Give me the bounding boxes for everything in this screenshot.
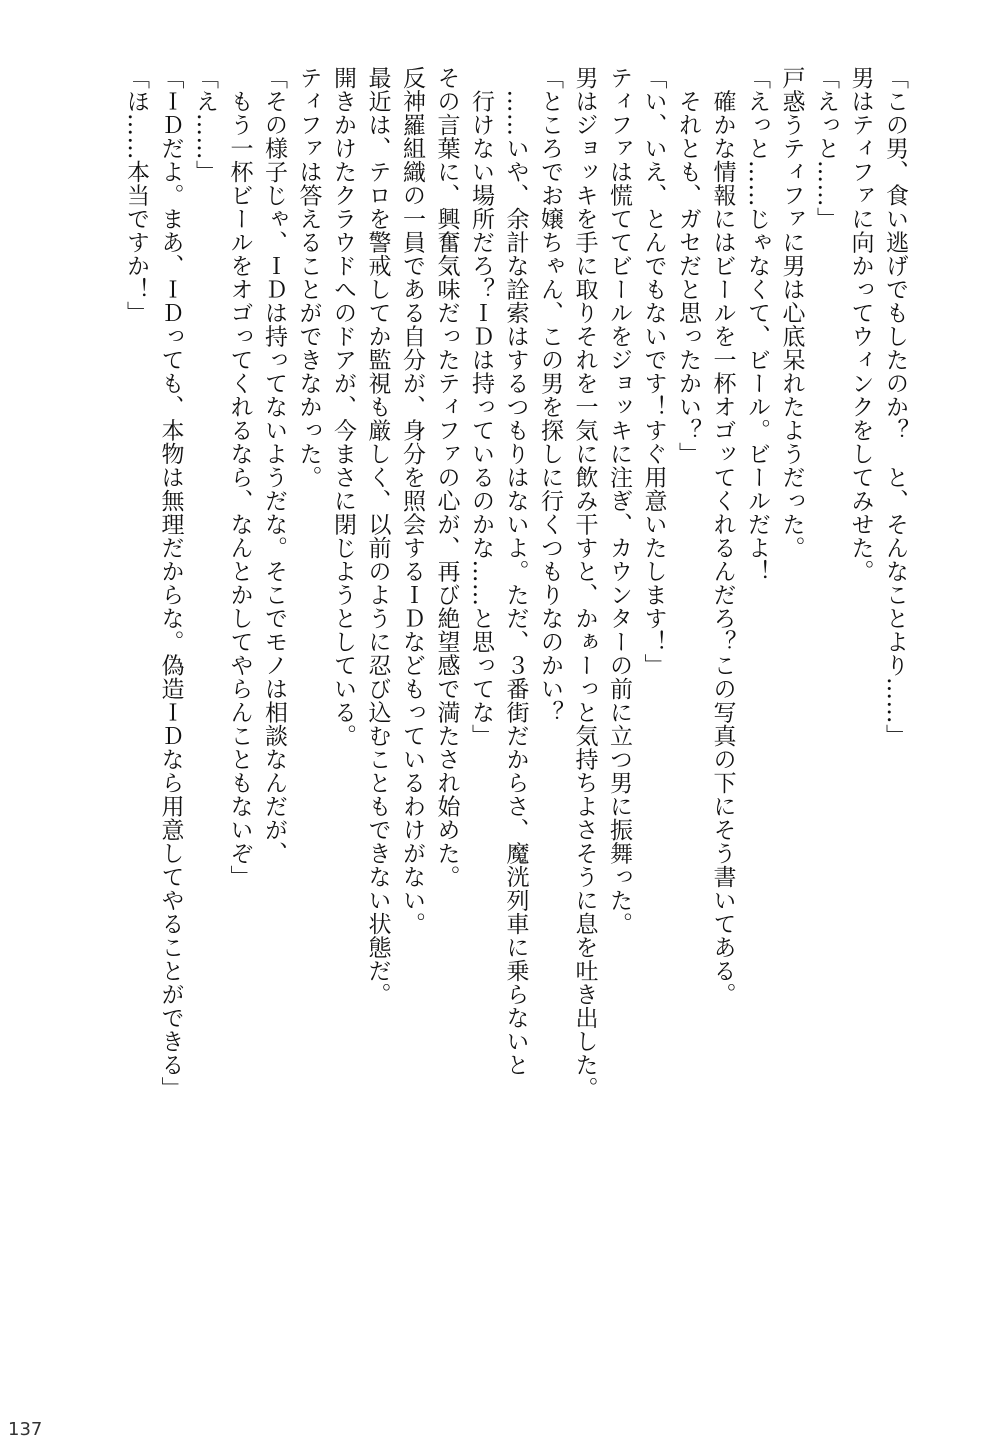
novel-text xyxy=(92,66,912,1100)
text-line: ティファは慌ててビールをジョッキに注ぎ、カウンターの前に立つ男に振舞った。 xyxy=(606,66,632,936)
text-line: 「ほ……本当ですか！」 xyxy=(123,66,149,325)
text-line: 開きかけたクラウドへのドアが、今まさに閉じようとしている。 xyxy=(330,66,356,748)
text-line: 「ＩＤだよ。まあ、ＩＤっても、本物は無理だからな。偽造ＩＤなら用意してやることができる」 xyxy=(157,66,184,1100)
text-line: 「え……」 xyxy=(192,66,218,184)
page-number: 137 xyxy=(8,1419,43,1440)
text-line: 「い、いえ、とんでもないです！すぐ用意いたします！」 xyxy=(640,66,667,677)
text-line: 行けない場所だろ？ＩＤは持っているのかな……と思ってな」 xyxy=(468,66,494,748)
text-line: 「えっと……じゃなくて、ビール。ビールだよ！ xyxy=(744,66,770,583)
text-line: 「えっと……」 xyxy=(813,66,839,231)
text-line: ティファは答えることができなかった。 xyxy=(295,66,322,489)
text-line: ……いや、余計な詮索はするつもりはないよ。ただ、３番街だからさ、魔洸列車に乗らないと xyxy=(502,66,529,1077)
text-line: もう一杯ビールをオゴってくれるなら、なんとかしてやらんこともないぞ」 xyxy=(226,66,253,889)
text-line: 最近は、テロを警戒してか監視も厳しく、以前のように忍び込むこともできない状態だ。 xyxy=(364,66,391,1006)
text-line: 戸惑うティファに男は心底呆れたようだった。 xyxy=(778,66,805,560)
text-line: その言葉に、興奮気味だったティファの心が、再び絶望感で満たされ始めた。 xyxy=(433,66,460,889)
text-line: 確かな情報にはビールを一杯オゴッてくれるんだろ？この写真の下にそう書いてある。 xyxy=(709,66,736,1006)
text-line: 反神羅組織の一員である自分が、身分を照会するＩＤなどもっているわけがない。 xyxy=(399,66,425,936)
text-line: 男はジョッキを手に取りそれを一気に飲み干すと、かぁーっと気持ちよさそうに息を吐き出した。 xyxy=(571,66,598,1100)
text-line: それとも、ガセだと思ったかい？」 xyxy=(675,66,701,466)
text-line: 「ところでお嬢ちゃん、この男を探しに行くつもりなのかい？ xyxy=(537,66,563,724)
text-line: 「その様子じゃ、ＩＤは持ってないようだな。そこでモノは相談なんだが、 xyxy=(261,66,287,865)
text-line: 「この男、食い逃げでもしたのか？ と、そんなことより……」 xyxy=(882,66,908,748)
text-line: 男はティファに向かってウィンクをしてみせた。 xyxy=(847,66,874,583)
